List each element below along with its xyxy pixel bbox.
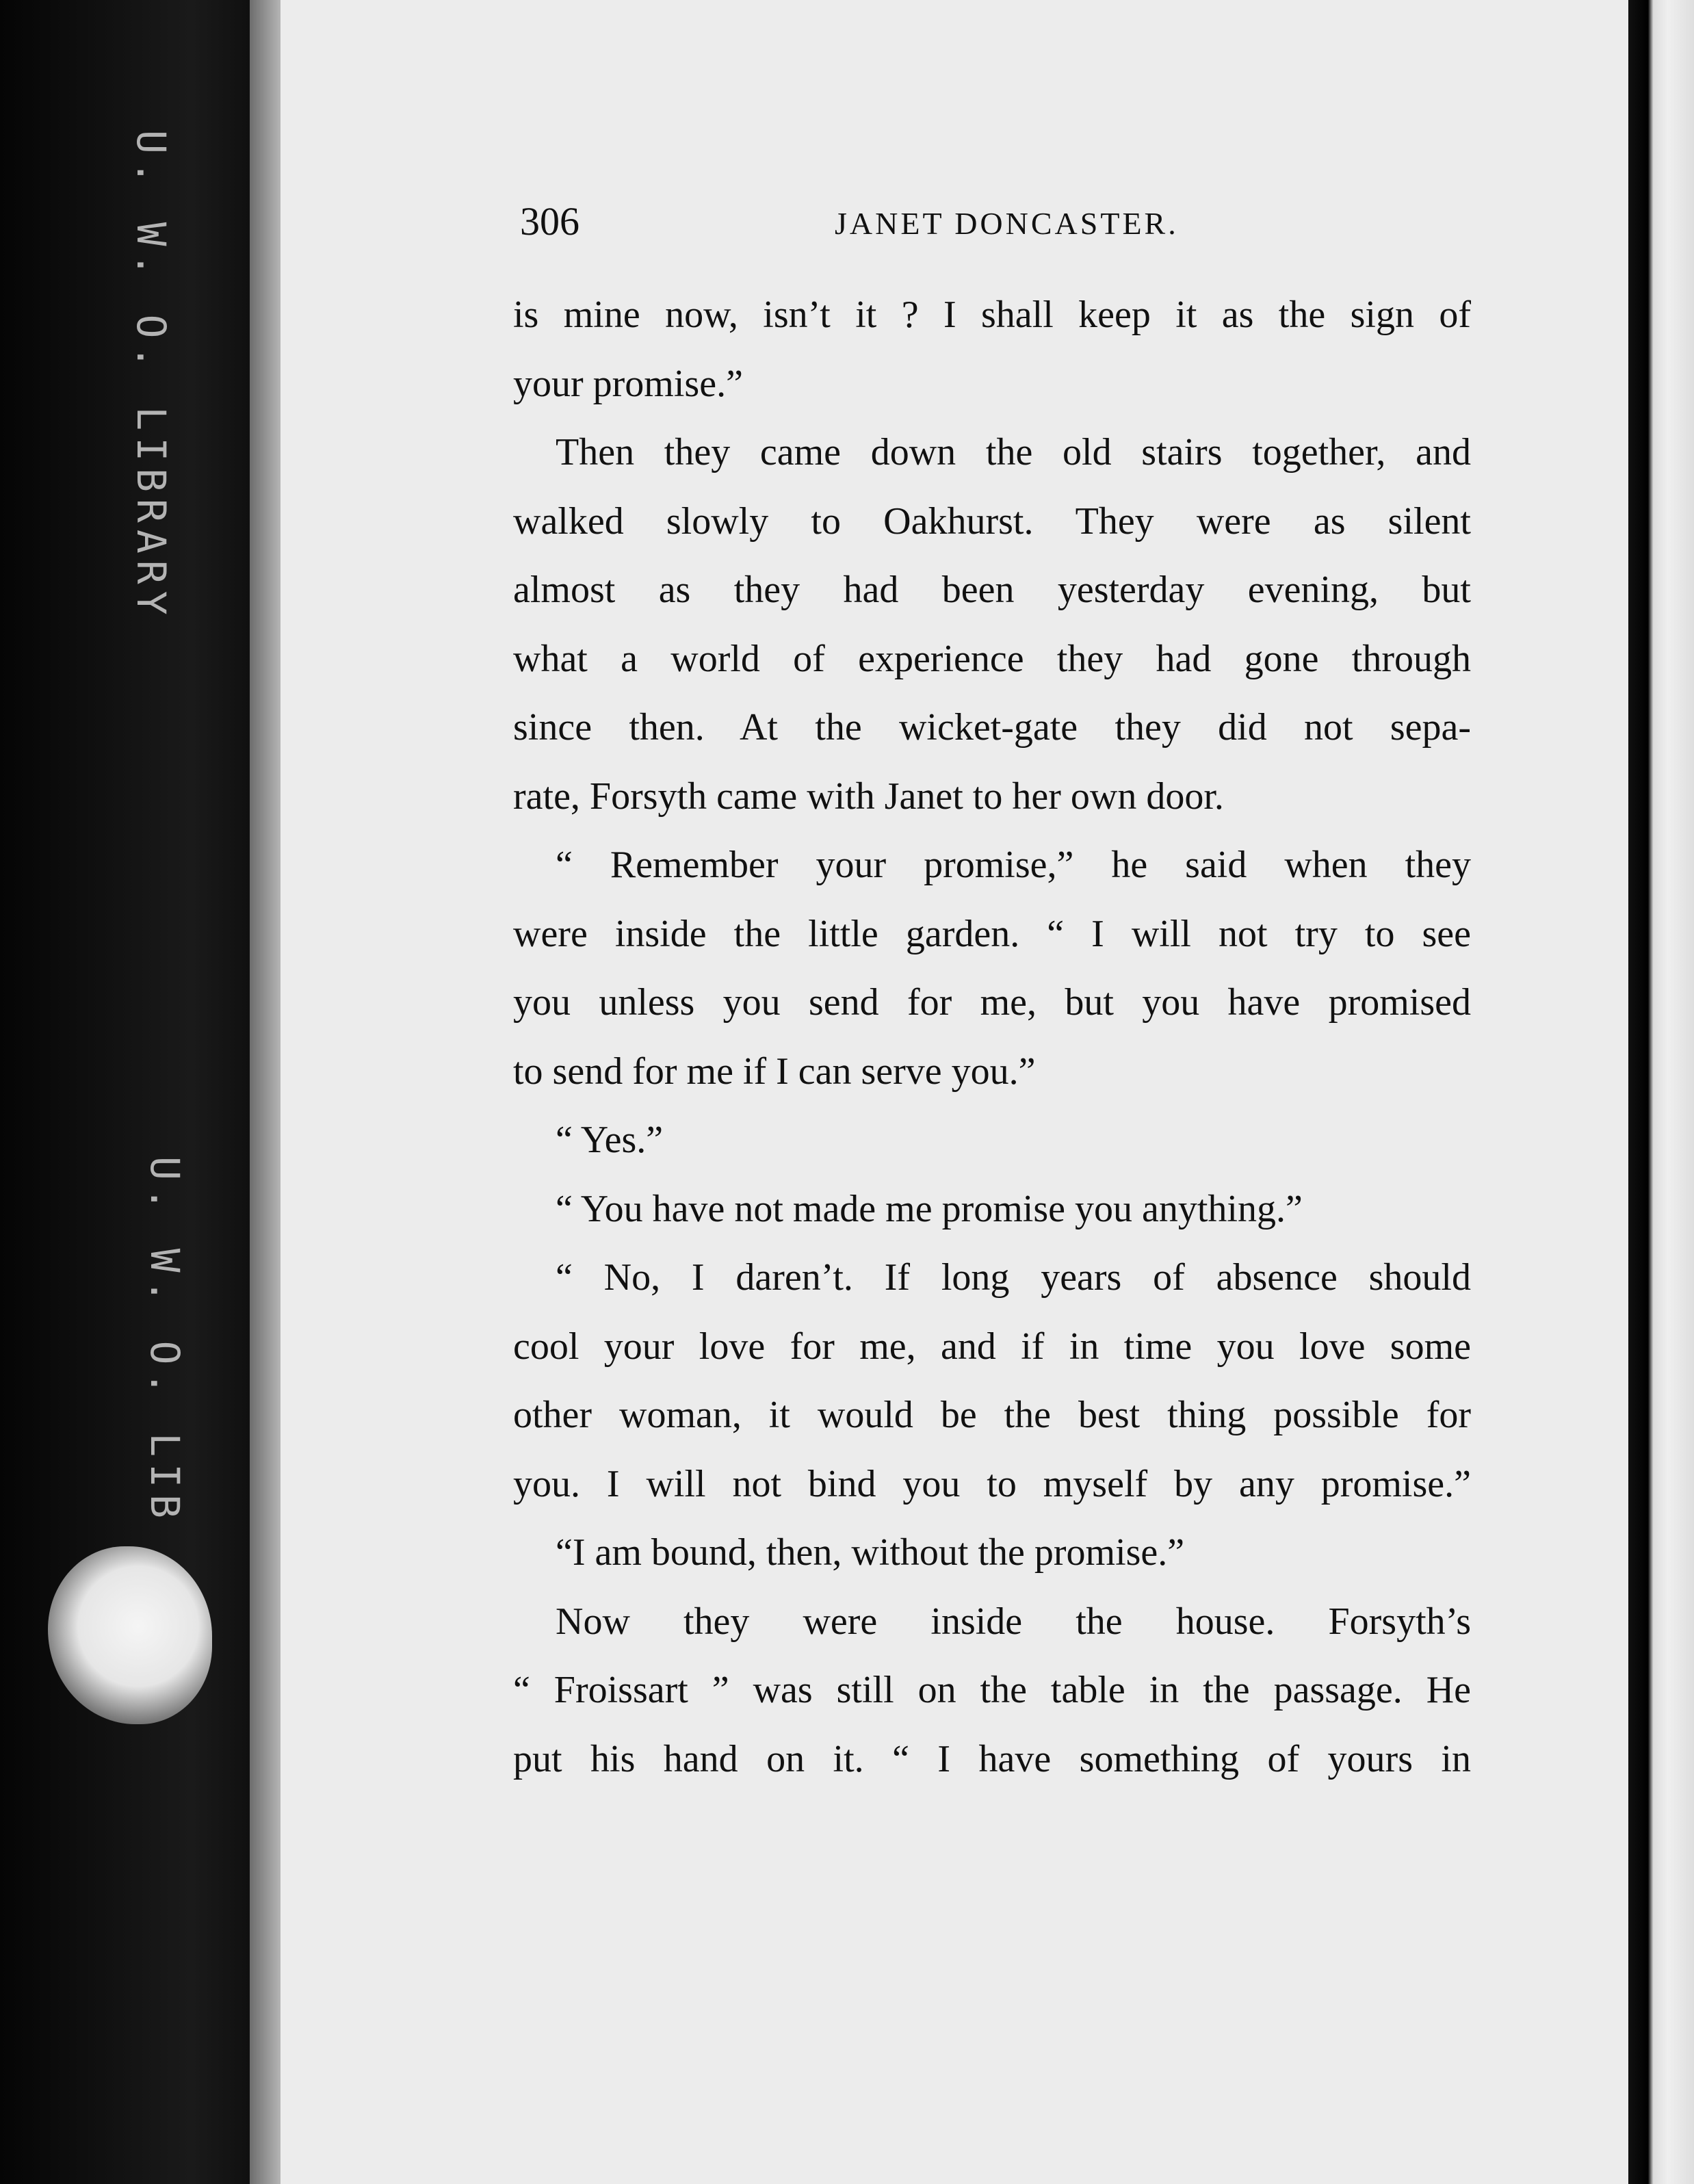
text-line: “I am bound, then, without the promise.”: [556, 1531, 1185, 1574]
text-line: “ Remember your promise,” he said when they: [556, 844, 1471, 886]
facing-page-edge: [1628, 0, 1694, 2184]
text-line: were inside the little garden. “ I will not try to see: [513, 912, 1471, 955]
text-line: “ Yes.”: [556, 1119, 664, 1161]
text-line: almost as they had been yesterday evening, but: [513, 569, 1471, 611]
text-line: “ No, I daren’t. If long years of absence should: [556, 1256, 1471, 1299]
text-line: cool your love for me, and if in time you love some: [513, 1325, 1471, 1368]
text-line: walked slowly to Oakhurst. They were as silent: [513, 499, 1471, 543]
text-line: put his hand on it. “ I have something of yours in: [513, 1737, 1471, 1780]
text-line: you. I will not bind you to myself by any promise.”: [513, 1462, 1471, 1505]
text-line: is mine now, isn’t it ? I shall keep it as the sign of: [513, 294, 1471, 336]
text-line: Now they were inside the house. Forsyth’s: [556, 1600, 1471, 1643]
page-gutter-edge: [250, 0, 284, 2184]
page-number: 306: [520, 199, 579, 244]
text-line: Then they came down the old stairs together, and: [556, 431, 1471, 473]
text-line: what a world of experience they had gone through: [513, 637, 1471, 680]
page-header: [520, 198, 1464, 253]
body-text: [513, 281, 1471, 1793]
text-line: other woman, it would be the best thing possible for: [513, 1394, 1471, 1436]
text-line: to send for me if I can serve you.”: [513, 1050, 1036, 1093]
text-line: “ You have not made me promise you anything.”: [556, 1187, 1303, 1230]
text-line: “ Froissart ” was still on the table in the passage. He: [513, 1669, 1471, 1711]
running-head: JANET DONCASTER.: [835, 206, 1179, 241]
spine-library-stamp-lower: U. W. O. LIB: [142, 1156, 188, 1526]
text-line: you unless you send for me, but you have promised: [513, 981, 1471, 1024]
text-line: your promise.”: [513, 362, 743, 405]
text-line: rate, Forsyth came with Janet to her own door.: [513, 775, 1224, 818]
text-line: since then. At the wicket-gate they did not sepa-: [513, 706, 1471, 749]
spine-library-stamp: U. W. O. LIBRARY: [128, 130, 174, 622]
